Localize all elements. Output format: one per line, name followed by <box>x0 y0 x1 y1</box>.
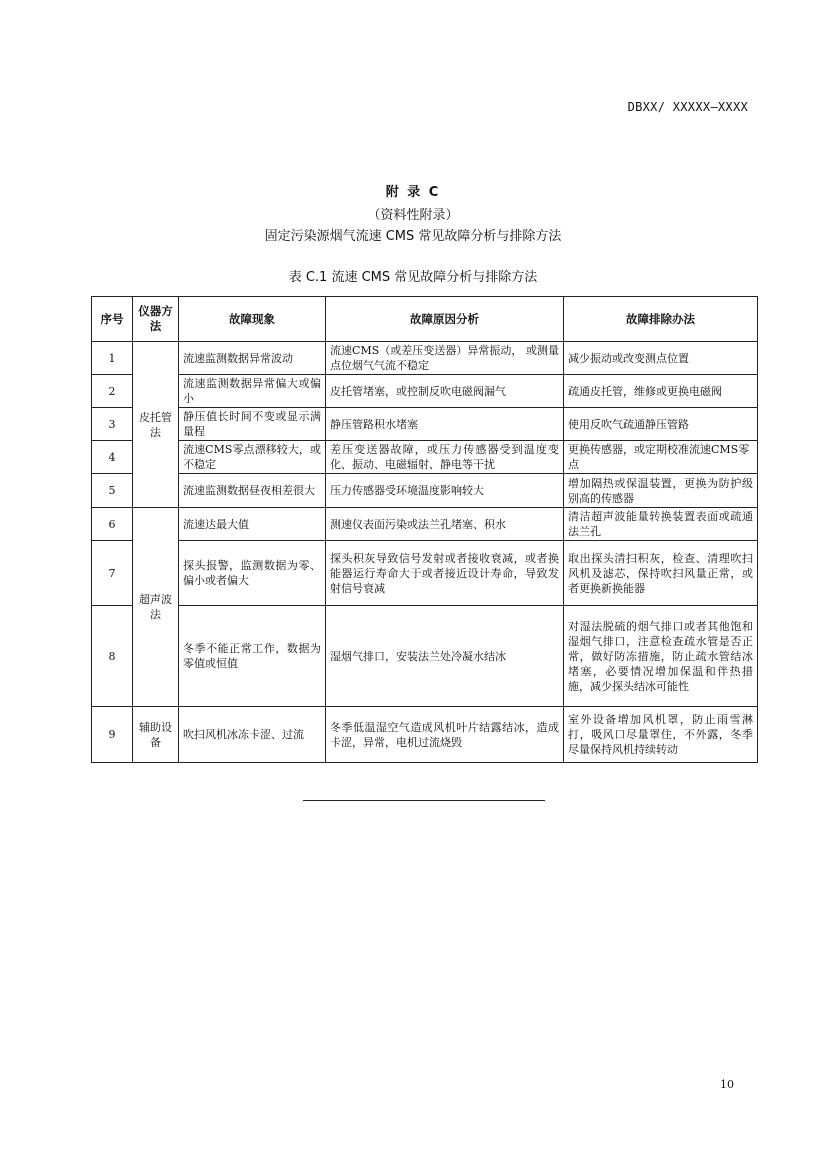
table-row <box>92 474 758 508</box>
document-code: DBXX/ XXXXX—XXXX <box>627 100 748 114</box>
remedy-cell: 取出探头清扫积灰，检查、清理吹扫风机及滤芯，保持吹扫风量正常，或者更换新换能器 <box>564 541 758 606</box>
row-number: 8 <box>92 606 133 707</box>
remedy-cell: 清洁超声波能量转换装置表面或疏通法兰孔 <box>564 508 758 541</box>
remedy-cell: 增加隔热或保温装置，更换为防护级别高的传感器 <box>564 474 758 508</box>
phenomenon-cell: 流速CMS零点漂移较大，或不稳定 <box>179 441 326 474</box>
remedy-cell: 更换传感器，或定期校准流速CMS零点 <box>564 441 758 474</box>
method-cell: 皮托管法 <box>133 342 179 508</box>
row-number: 1 <box>92 342 133 375</box>
header-method: 仪器方法 <box>133 297 179 342</box>
remedy-cell: 室外设备增加风机罩，防止雨雪淋打，吸风口尽量罩住，不外露，冬季尽量保持风机持续转动 <box>564 707 758 763</box>
row-number: 6 <box>92 508 133 541</box>
table-row <box>92 342 758 375</box>
table-row <box>92 508 758 541</box>
phenomenon-cell: 流速达最大值 <box>179 508 326 541</box>
fault-analysis-table <box>91 296 758 763</box>
page-number: 10 <box>720 1078 734 1091</box>
table-row <box>92 441 758 474</box>
table-row <box>92 375 758 408</box>
header-cause: 故障原因分析 <box>326 297 564 342</box>
row-number: 4 <box>92 441 133 474</box>
method-cell: 辅助设备 <box>133 707 179 763</box>
phenomenon-cell: 流速监测数据异常偏大或偏小 <box>179 375 326 408</box>
phenomenon-cell: 流速监测数据昼夜相差很大 <box>179 474 326 508</box>
table-caption: 表 C.1 流速 CMS 常见故障分析与排除方法 <box>288 270 538 285</box>
remedy-cell: 对湿法脱硫的烟气排口或者其他饱和湿烟气排口，注意检查疏水管是否正常，做好防冻措施，防止疏水管结冰堵塞，必要情况增加保温和伴热措施，减少探头结冰可能性 <box>564 606 758 707</box>
cause-cell: 静压管路积水堵塞 <box>326 408 564 441</box>
phenomenon-cell: 探头报警，监测数据为零、偏小或者偏大 <box>179 541 326 606</box>
cause-cell: 冬季低温湿空气造成风机叶片结露结冰，造成卡涩，异常，电机过流烧毁 <box>326 707 564 763</box>
cause-cell: 湿烟气排口，安装法兰处冷凝水结冰 <box>326 606 564 707</box>
appendix-label: 附 录 C <box>385 185 441 200</box>
phenomenon-cell: 流速监测数据异常波动 <box>179 342 326 375</box>
table-row <box>92 541 758 606</box>
appendix-nature: （资料性附录） <box>367 208 459 223</box>
cause-cell: 测速仪表面污染或法兰孔堵塞、积水 <box>326 508 564 541</box>
row-number: 7 <box>92 541 133 606</box>
phenomenon-cell: 冬季不能正常工作，数据为零值或恒值 <box>179 606 326 707</box>
table-header-row <box>92 297 758 342</box>
header-phenomenon: 故障现象 <box>179 297 326 342</box>
row-number: 9 <box>92 707 133 763</box>
table-row <box>92 408 758 441</box>
row-number: 5 <box>92 474 133 508</box>
method-cell: 超声波法 <box>133 508 179 707</box>
table-row <box>92 606 758 707</box>
remedy-cell: 使用反吹气疏通静压管路 <box>564 408 758 441</box>
cause-cell: 探头积灰导致信号发射或者接收衰减，或者换能器运行寿命大于或者接近设计寿命，导致发射信号衰减 <box>326 541 564 606</box>
cause-cell: 差压变送器故障，或压力传感器受到温度变化、振动、电磁辐射、静电等干扰 <box>326 441 564 474</box>
remedy-cell: 疏通皮托管，维修或更换电磁阀 <box>564 375 758 408</box>
row-number: 2 <box>92 375 133 408</box>
cause-cell: 皮托管堵塞，或控制反吹电磁阀漏气 <box>326 375 564 408</box>
row-number: 3 <box>92 408 133 441</box>
remedy-cell: 减少振动或改变测点位置 <box>564 342 758 375</box>
cause-cell: 流速CMS（或差压变送器）异常振动， 或测量点位烟气气流不稳定 <box>326 342 564 375</box>
end-rule <box>303 800 545 801</box>
header-remedy: 故障排除办法 <box>564 297 758 342</box>
header-no: 序号 <box>92 297 133 342</box>
cause-cell: 压力传感器受环境温度影响较大 <box>326 474 564 508</box>
phenomenon-cell: 吹扫风机冰冻卡涩、过流 <box>179 707 326 763</box>
appendix-title: 固定污染源烟气流速 CMS 常见故障分析与排除方法 <box>264 229 562 244</box>
table-row <box>92 707 758 763</box>
phenomenon-cell: 静压值长时间不变或显示满量程 <box>179 408 326 441</box>
